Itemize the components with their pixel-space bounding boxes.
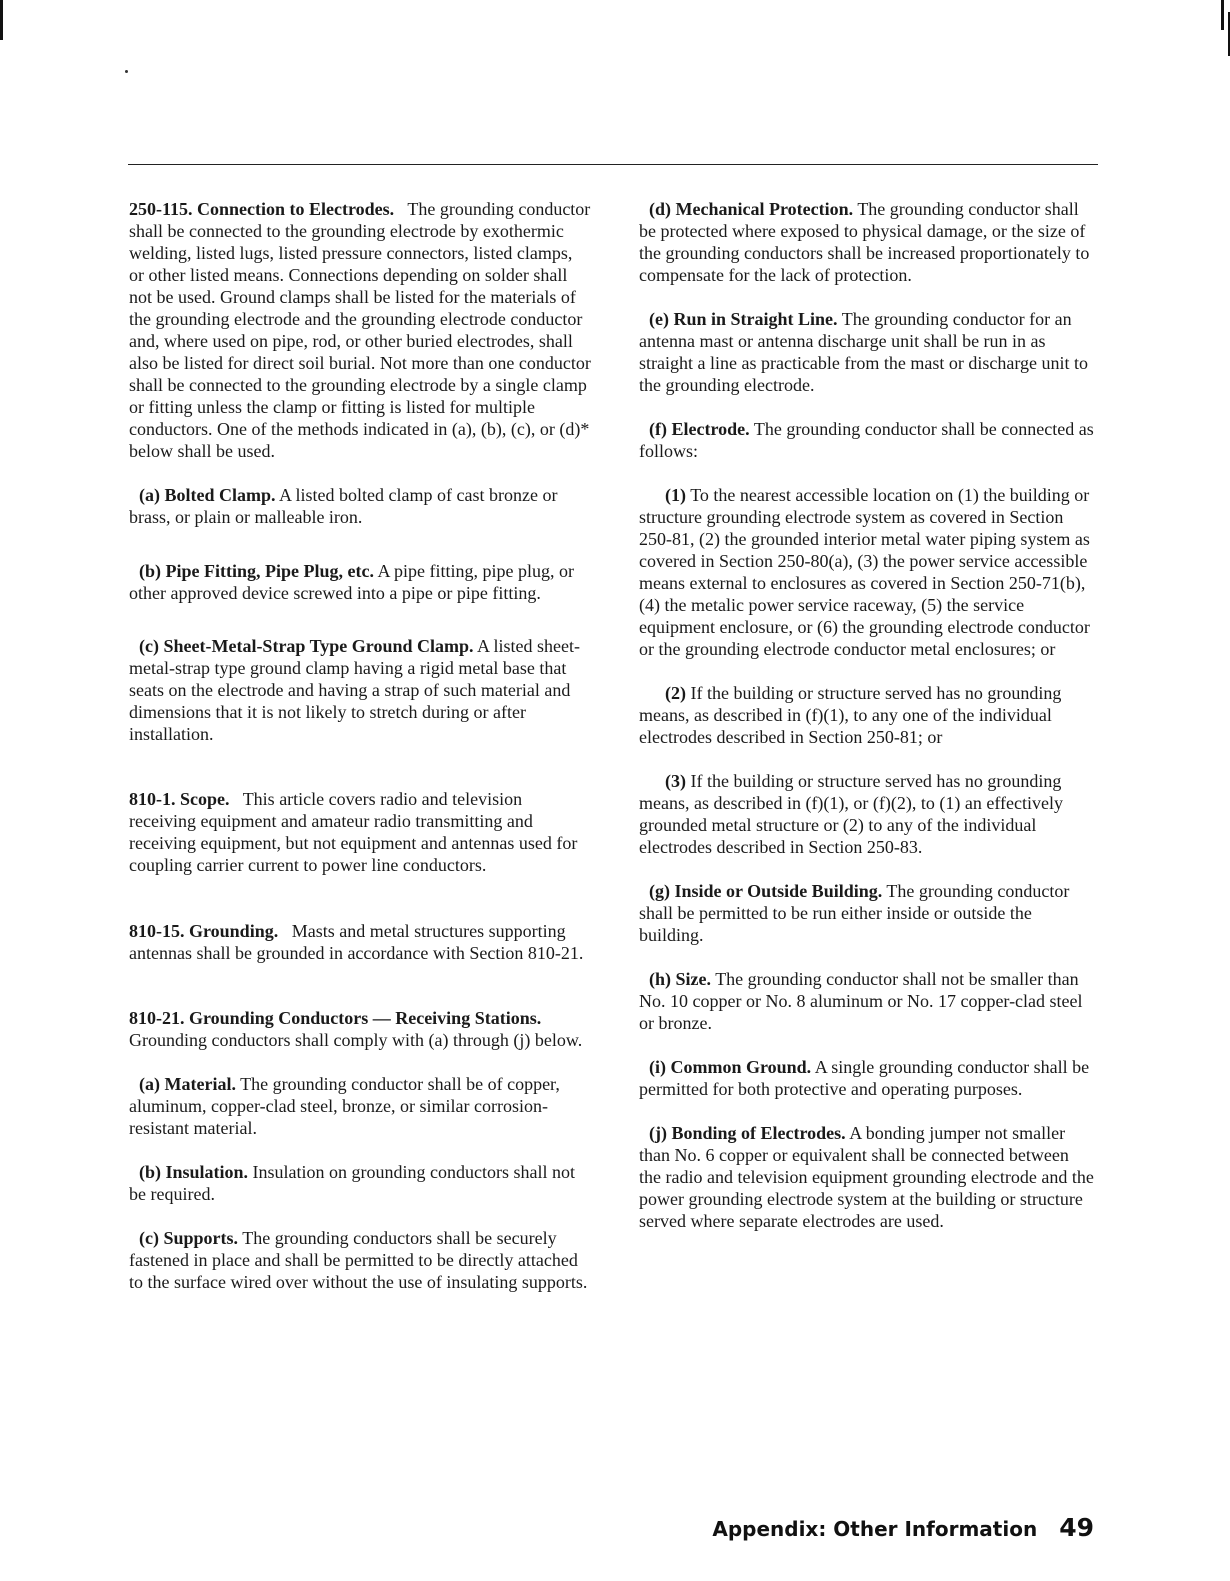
footer-label: Appendix: Other Information xyxy=(712,1517,1038,1541)
scan-edge-mark xyxy=(0,0,3,40)
item-number: (2) xyxy=(665,683,686,703)
item-body: The grounding conductor shall be protected where exposed to physical damage, or the size of the grounding conductors shall be increased proportionately to compensate for the lack of protection. xyxy=(639,199,1090,285)
item-c-sheet-metal-strap xyxy=(129,635,591,745)
section-title: 810-21. Grounding Conductors — Receiving Stations. xyxy=(129,1008,542,1028)
item-title: (c) Supports. xyxy=(139,1228,239,1248)
item-title: (a) Material. xyxy=(139,1074,236,1094)
section-810-15 xyxy=(129,920,591,964)
item-title: (b) Pipe Fitting, Pipe Plug, etc. xyxy=(139,561,374,581)
item-b-insulation xyxy=(129,1161,591,1205)
item-g-inside-outside xyxy=(639,880,1095,946)
item-title: (j) Bonding of Electrodes. xyxy=(649,1123,846,1143)
item-body: A pipe fitting, pipe plug, or other approved device screwed into a pipe or pipe fitting. xyxy=(129,561,574,603)
item-title: (d) Mechanical Protection. xyxy=(649,199,854,219)
section-810-21 xyxy=(129,1007,591,1051)
item-body: If the building or structure served has no grounding means, as described in (f)(1), or (f)(2), to (1) an effectively grounded metal structure or (2) to any of the individual electrodes described in Section 250-83. xyxy=(639,771,1063,857)
section-title: 810-1. Scope. xyxy=(129,789,230,809)
item-d-mechanical-protection xyxy=(639,198,1095,286)
section-body: Grounding conductors shall comply with (a) through (j) below. xyxy=(129,1030,583,1050)
item-title: (c) Sheet-Metal-Strap Type Ground Clamp. xyxy=(139,636,474,656)
section-body: The grounding conductor shall be connected to the grounding electrode by exothermic welding, listed lugs, listed pressure connectors, listed clamps, or other listed means. Connections depending on solder shall not be used. Ground clamps shall be listed for the materials of the grounding electrode and the grounding electrode conductor and, where used on pipe, rod, or other buried electrodes, shall also be listed for direct soil burial. Not more than one conductor shall be connected to the grounding electrode by a single clamp or fitting unless the clamp or fitting is listed for multiple conductors. One of the methods indicated in (a), (b), (c), or (d)* below shall be used. xyxy=(129,199,591,461)
item-body: The grounding conductor shall be permitted to be run either inside or outside the building. xyxy=(639,881,1070,945)
item-title: (g) Inside or Outside Building. xyxy=(649,881,883,901)
item-a-material xyxy=(129,1073,591,1139)
item-body: A bonding jumper not smaller than No. 6 copper or equivalent shall be connected between the radio and television equipment grounding electrode and the power grounding electrode system at the building or structure served where separate electrodes are used. xyxy=(639,1123,1094,1231)
scan-edge-mark xyxy=(1221,0,1224,30)
item-body: The grounding conductor shall not be smaller than No. 10 copper or No. 8 aluminum or No. 17 copper-clad steel or bronze. xyxy=(639,969,1083,1033)
section-title: 810-15. Grounding. xyxy=(129,921,279,941)
item-title: (e) Run in Straight Line. xyxy=(649,309,838,329)
item-e-straight-line xyxy=(639,308,1095,396)
header-rule xyxy=(128,164,1098,165)
scan-speck xyxy=(125,70,128,73)
item-a-bolted-clamp xyxy=(129,484,591,528)
item-j-bonding xyxy=(639,1122,1095,1232)
item-f1 xyxy=(639,484,1095,660)
item-title: (i) Common Ground. xyxy=(649,1057,812,1077)
item-h-size xyxy=(639,968,1095,1034)
item-body: A listed sheet-metal-strap type ground clamp having a rigid metal base that seats on the electrode and having a strap of such material and dimensions that it is not likely to stretch during or after installation. xyxy=(129,636,580,744)
item-body: If the building or structure served has no grounding means, as described in (f)(1), to any one of the individual electrodes described in Section 250-81; or xyxy=(639,683,1062,747)
item-number: (1) xyxy=(665,485,686,505)
section-250-115 xyxy=(129,198,591,462)
section-body: Masts and metal structures supporting antennas shall be grounded in accordance with Section 810-21. xyxy=(129,921,584,963)
left-column xyxy=(129,198,591,1293)
item-body: The grounding conductors shall be securely fastened in place and shall be permitted to be directly attached to the surface wired over without the use of insulating supports. xyxy=(129,1228,588,1292)
item-body: The grounding conductor shall be of copper, aluminum, copper-clad steel, bronze, or similar corrosion-resistant material. xyxy=(129,1074,560,1138)
item-title: (h) Size. xyxy=(649,969,711,989)
item-body: The grounding conductor shall be connected as follows: xyxy=(639,419,1094,461)
page-footer xyxy=(712,1513,1094,1542)
item-b-pipe-fitting xyxy=(129,560,591,604)
item-number: (3) xyxy=(665,771,686,791)
item-title: (a) Bolted Clamp. xyxy=(139,485,276,505)
item-body: The grounding conductor for an antenna mast or antenna discharge unit shall be run in as straight a line as practicable from the mast or discharge unit to the grounding electrode. xyxy=(639,309,1089,395)
item-f2 xyxy=(639,682,1095,748)
item-i-common-ground xyxy=(639,1056,1095,1100)
section-title: 250-115. Connection to Electrodes. xyxy=(129,199,395,219)
item-title: (f) Electrode. xyxy=(649,419,750,439)
item-body: A listed bolted clamp of cast bronze or brass, or plain or malleable iron. xyxy=(129,485,558,527)
item-title: (b) Insulation. xyxy=(139,1162,249,1182)
item-c-supports xyxy=(129,1227,591,1293)
item-body: To the nearest accessible location on (1) the building or structure grounding electrode system as covered in Section 250-81, (2) the grounded interior metal water piping system as covered in Section 250-80(a), (3) the power service accessible means external to enclosures as covered in Section 250-71(b), (4) the metalic power service raceway, (5) the service equipment enclosure, or (6) the grounding electrode conductor or the grounding electrode conductor metal enclosures; or xyxy=(639,485,1090,659)
right-column xyxy=(639,198,1095,1232)
item-body: A single grounding conductor shall be permitted for both protective and operating purposes. xyxy=(639,1057,1090,1099)
item-f-electrode xyxy=(639,418,1095,462)
page-number: 49 xyxy=(1059,1513,1094,1542)
section-810-1 xyxy=(129,788,591,876)
section-body: This article covers radio and television receiving equipment and amateur radio transmitting and receiving equipment, but not equipment and antennas used for coupling carrier current to power line conductors. xyxy=(129,789,578,875)
item-body: Insulation on grounding conductors shall not be required. xyxy=(129,1162,576,1204)
item-f3 xyxy=(639,770,1095,858)
